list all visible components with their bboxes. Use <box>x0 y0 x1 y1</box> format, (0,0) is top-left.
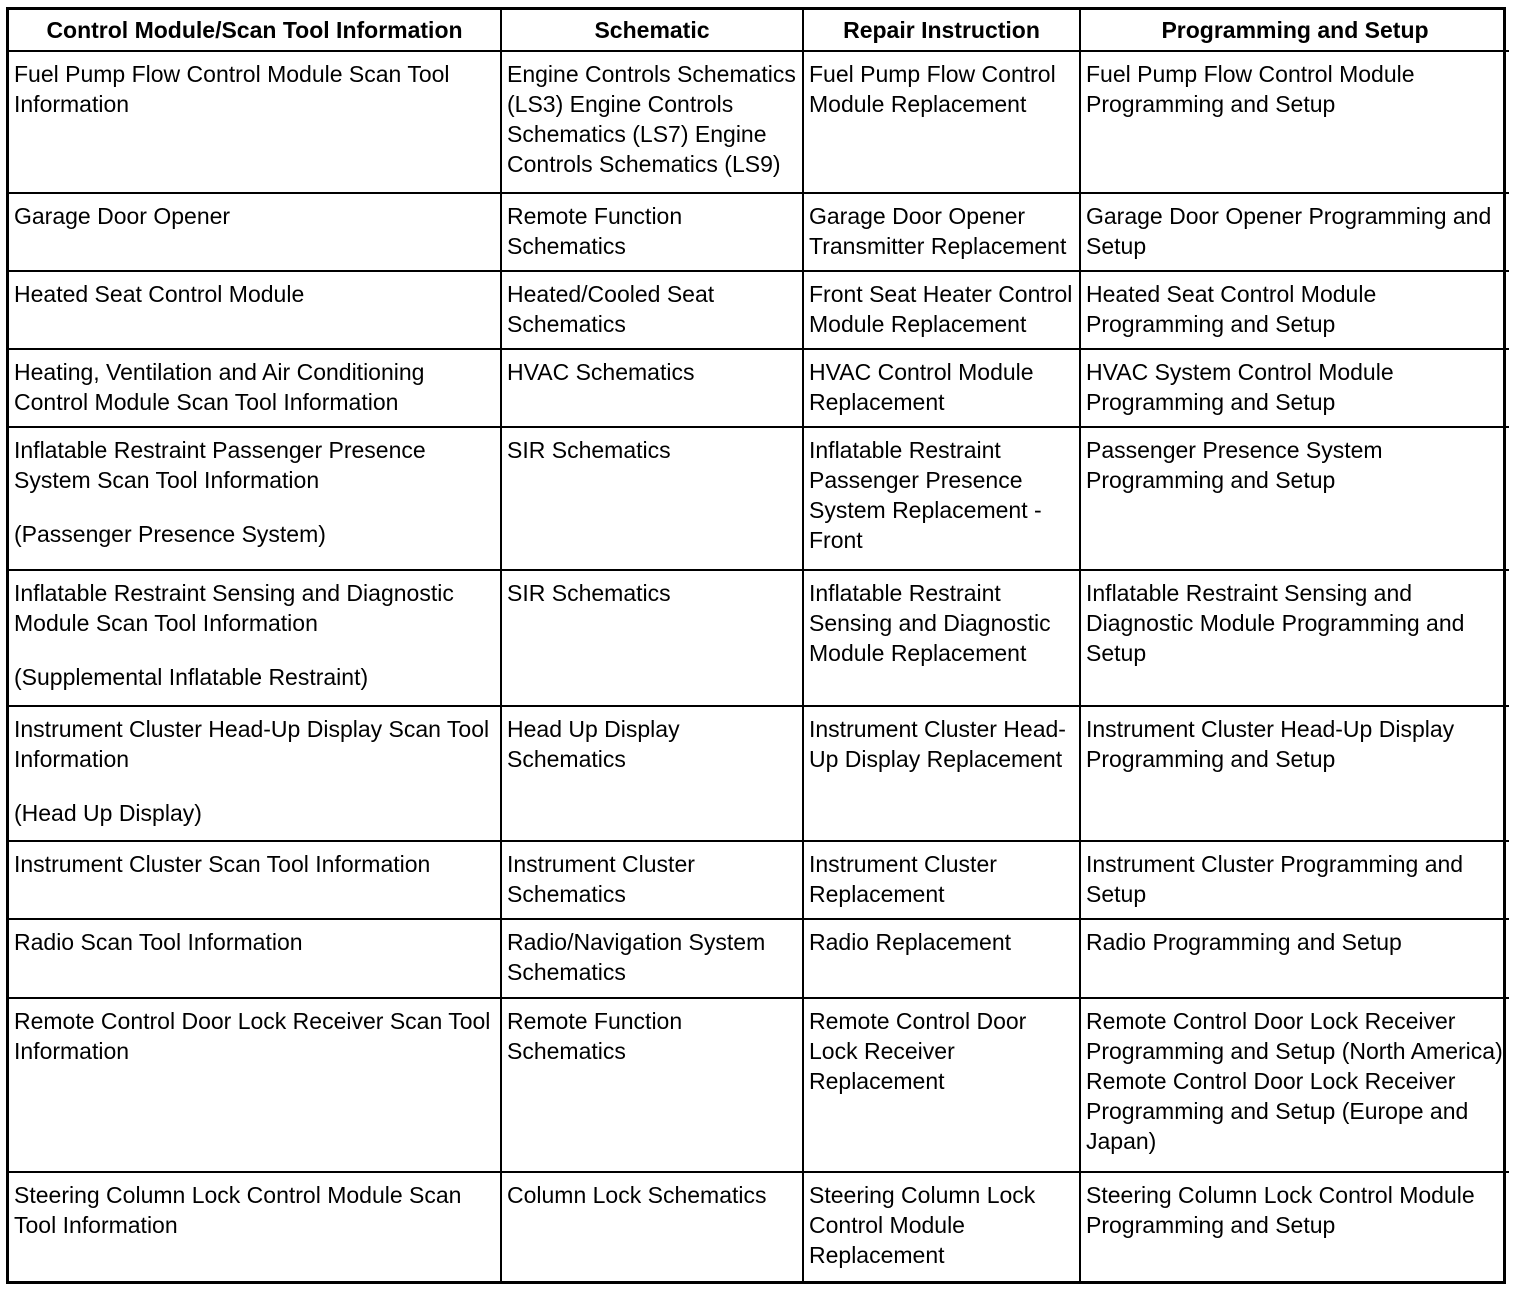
programming-cell: Fuel Pump Flow Control Module Programming and Setup <box>1080 51 1509 193</box>
repair-cell: Instrument Cluster Head-Up Display Replacement <box>803 706 1080 842</box>
programming-cell: Instrument Cluster Programming and Setup <box>1080 841 1509 919</box>
programming-cell: Radio Programming and Setup <box>1080 919 1509 997</box>
programming-cell: Remote Control Door Lock Receiver Programming and Setup (North America) Remote Control Door Lock Receiver Programming and Setup (Europe and Japan) <box>1080 998 1509 1172</box>
module-name: Heated Seat Control Module <box>14 281 305 308</box>
module-name: Garage Door Opener <box>14 203 231 230</box>
schematic-cell: Radio/Navigation System Schematics <box>501 919 803 997</box>
repair-cell: Inflatable Restraint Sensing and Diagnostic Module Replacement <box>803 570 1080 706</box>
programming-cell: HVAC System Control Module Programming and Setup <box>1080 349 1509 427</box>
module-name: Inflatable Restraint Sensing and Diagnostic Module Scan Tool Information <box>14 579 454 636</box>
repair-cell: Inflatable Restraint Passenger Presence System Replacement - Front <box>803 427 1080 569</box>
repair-cell: Garage Door Opener Transmitter Replacement <box>803 193 1080 271</box>
schematic-cell: Column Lock Schematics <box>501 1172 803 1281</box>
repair-cell: HVAC Control Module Replacement <box>803 349 1080 427</box>
header-module: Control Module/Scan Tool Information <box>9 10 501 51</box>
table-row <box>9 919 1509 997</box>
module-cell <box>9 841 501 919</box>
module-cell <box>9 998 501 1172</box>
table-row <box>9 998 1509 1172</box>
header-schematic: Schematic <box>501 10 803 51</box>
module-cell <box>9 570 501 706</box>
document-page <box>6 7 1506 1284</box>
table-row <box>9 193 1509 271</box>
module-name: Instrument Cluster Scan Tool Information <box>14 851 431 878</box>
table-row <box>9 1172 1509 1281</box>
schematic-cell: Head Up Display Schematics <box>501 706 803 842</box>
module-note: (Supplemental Inflatable Restraint) <box>14 663 369 690</box>
table-row <box>9 51 1509 193</box>
module-cell <box>9 706 501 842</box>
table-row <box>9 271 1509 349</box>
header-repair: Repair Instruction <box>803 10 1080 51</box>
module-name: Radio Scan Tool Information <box>14 929 303 956</box>
programming-cell: Inflatable Restraint Sensing and Diagnostic Module Programming and Setup <box>1080 570 1509 706</box>
table-row <box>9 427 1509 569</box>
module-note: (Passenger Presence System) <box>14 521 326 548</box>
programming-cell: Steering Column Lock Control Module Programming and Setup <box>1080 1172 1509 1281</box>
programming-cell: Passenger Presence System Programming and Setup <box>1080 427 1509 569</box>
schematic-cell: Remote Function Schematics <box>501 193 803 271</box>
schematic-cell: Remote Function Schematics <box>501 998 803 1172</box>
schematic-cell: SIR Schematics <box>501 427 803 569</box>
header-programming: Programming and Setup <box>1080 10 1509 51</box>
repair-cell: Radio Replacement <box>803 919 1080 997</box>
repair-cell: Instrument Cluster Replacement <box>803 841 1080 919</box>
table-row <box>9 349 1509 427</box>
schematic-cell: Engine Controls Schematics (LS3) Engine Controls Schematics (LS7) Engine Controls Schematics (LS9) <box>501 51 803 193</box>
header-row <box>9 10 1509 51</box>
module-cell <box>9 349 501 427</box>
table-row <box>9 841 1509 919</box>
module-name: Instrument Cluster Head-Up Display Scan Tool Information <box>14 715 490 772</box>
module-name: Fuel Pump Flow Control Module Scan Tool Information <box>14 61 450 117</box>
module-cell <box>9 1172 501 1281</box>
module-name: Heating, Ventilation and Air Conditioning Control Module Scan Tool Information <box>14 359 425 416</box>
module-cell <box>9 193 501 271</box>
table-row <box>9 706 1509 842</box>
module-name: Remote Control Door Lock Receiver Scan Tool Information <box>14 1007 491 1064</box>
module-note: (Head Up Display) <box>14 799 202 826</box>
schematic-cell: Instrument Cluster Schematics <box>501 841 803 919</box>
repair-cell: Front Seat Heater Control Module Replacement <box>803 271 1080 349</box>
table-row <box>9 570 1509 706</box>
module-name: Inflatable Restraint Passenger Presence System Scan Tool Information <box>14 437 426 494</box>
module-reference-table <box>9 10 1509 1281</box>
repair-cell: Steering Column Lock Control Module Replacement <box>803 1172 1080 1281</box>
programming-cell: Instrument Cluster Head-Up Display Programming and Setup <box>1080 706 1509 842</box>
schematic-cell: SIR Schematics <box>501 570 803 706</box>
schematic-cell: Heated/Cooled Seat Schematics <box>501 271 803 349</box>
repair-cell: Remote Control Door Lock Receiver Replacement <box>803 998 1080 1172</box>
module-cell <box>9 271 501 349</box>
repair-cell: Fuel Pump Flow Control Module Replacement <box>803 51 1080 193</box>
programming-cell: Heated Seat Control Module Programming and Setup <box>1080 271 1509 349</box>
module-cell <box>9 919 501 997</box>
schematic-cell: HVAC Schematics <box>501 349 803 427</box>
module-cell <box>9 51 501 193</box>
module-cell <box>9 427 501 569</box>
programming-cell: Garage Door Opener Programming and Setup <box>1080 193 1509 271</box>
module-name: Steering Column Lock Control Module Scan Tool Information <box>14 1181 462 1238</box>
